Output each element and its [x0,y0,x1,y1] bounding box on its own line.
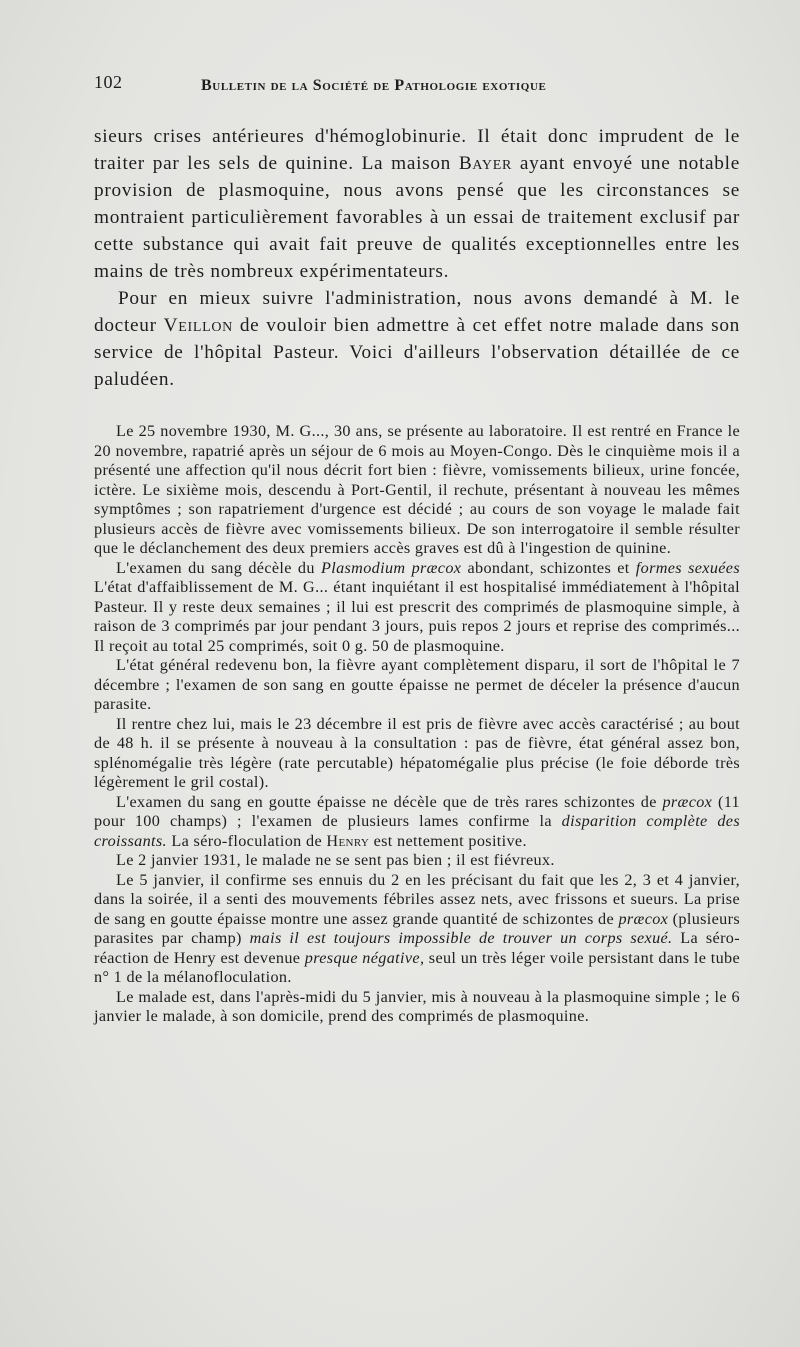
observation-paragraph-2: L'examen du sang décèle du Plasmodium præcox abondant, schizontes et formes sexuées L'état d'affaiblissement de M. G... étant inquiétant il est hospitalisé immédiatement à l'hôpital Pasteur. Il y reste deux semaines ; il lui est prescrit des comprimés de plasmoquine simple, à raison de 3 comprimés par jour pendant 3 jours, puis repos 2 jours et reprise des comprimés... Il reçoit au total 25 comprimés, soit 0 g. 50 de plasmoquine. [94,558,740,655]
observation-text [94,422,740,1027]
name-veillon: Veillon [163,315,233,336]
page-number: 102 [94,72,123,92]
observation-paragraph-8: Le malade est, dans l'après-midi du 5 janvier, mis à nouveau à la plasmoquine simple ; le 6 janvier le malade, à son domicile, prend des comprimés de plasmoquine. [94,987,740,1025]
intro-paragraph-2: Pour en mieux suivre l'administration, nous avons demandé à M. le docteur Veillon de vouloir bien admettre à cet effet notre malade dans son service de l'hôpital Pasteur. Voici d'ailleurs l'observation détaillée de ce paludéen. [94,288,740,390]
observation-paragraph-3: L'état général redevenu bon, la fièvre ayant complètement disparu, il sort de l'hôpital le 7 décembre ; l'examen de son sang en goutte épaisse ne permet de déceler la présence d'aucun parasite. [94,656,740,713]
observation-paragraph-5: L'examen du sang en goutte épaisse ne décèle que de très rares schizontes de præcox (11 pour 100 champs) ; l'examen de plusieurs lames confirme la disparition complète des croissants. La séro-floculation de Henry est nettement positive. [94,792,740,850]
observation-paragraph-6: Le 2 janvier 1931, le malade ne se sent pas bien ; il est fiévreux. [116,851,555,869]
intro-text [94,123,740,393]
observation-paragraph-4: Il rentre chez lui, mais le 23 décembre il est pris de fièvre avec accès caractérisé ; au bout de 48 h. il se présente à nouveau à la consultation : pas de fièvre, état général assez bon, splénomégalie très légère (rate percutable) hépatomégalie plus précise (le foie déborde très légèrement le gril costal). [94,714,740,791]
intro-paragraph-1: sieurs crises antérieures d'hémoglobinurie. Il était donc imprudent de le traiter par les sels de quinine. La maison Bayer ayant envoyé une notable provision de plasmoquine, nous avons pensé que les circonstances se montraient particulièrement favorables à un essai de traitement exclusif par cette substance qui avait fait preuve de qualités exceptionnelles entre les mains de très nombreux expérimentateurs. [94,126,740,282]
observation-paragraph-1: Le 25 novembre 1930, M. G..., 30 ans, se présente au laboratoire. Il est rentré en France le 20 novembre, rapatrié après un séjour de 6 mois au Moyen-Congo. Dès le cinquième mois il a présenté une affection qu'il nous décrit fort bien : fièvre, vomissements bilieux, urine foncée, ictère. Le sixième mois, descendu à Port-Gentil, il rechute, présentant à nouveau les mêmes symptômes ; son rapatriement d'urgence est décidé ; au cours de son voyage le malade fait plusieurs accès de fièvre avec vomissements bilieux. De son interrogatoire il semble résulter que le déclanchement des deux premiers accès graves est dû à l'ingestion de quinine. [94,422,740,557]
observation-paragraph-7: Le 5 janvier, il confirme ses ennuis du 2 en les précisant du fait que les 2, 3 et 4 janvier, dans la soirée, il a senti des mouvements fébriles assez nets, avec frissons et sueurs. La prise de sang en goutte épaisse montre une assez grande quantité de schizontes de præcox (plusieurs parasites par champ) mais il est toujours impossible de trouver un corps sexué. La séro-réaction de Henry est devenue presque négative, seul un très léger voile persistant dans le tube n° 1 de la mélanofloculation. [94,870,740,986]
running-title: Bulletin de la Société de Pathologie exotique [201,77,547,94]
name-bayer: Bayer [458,153,513,174]
